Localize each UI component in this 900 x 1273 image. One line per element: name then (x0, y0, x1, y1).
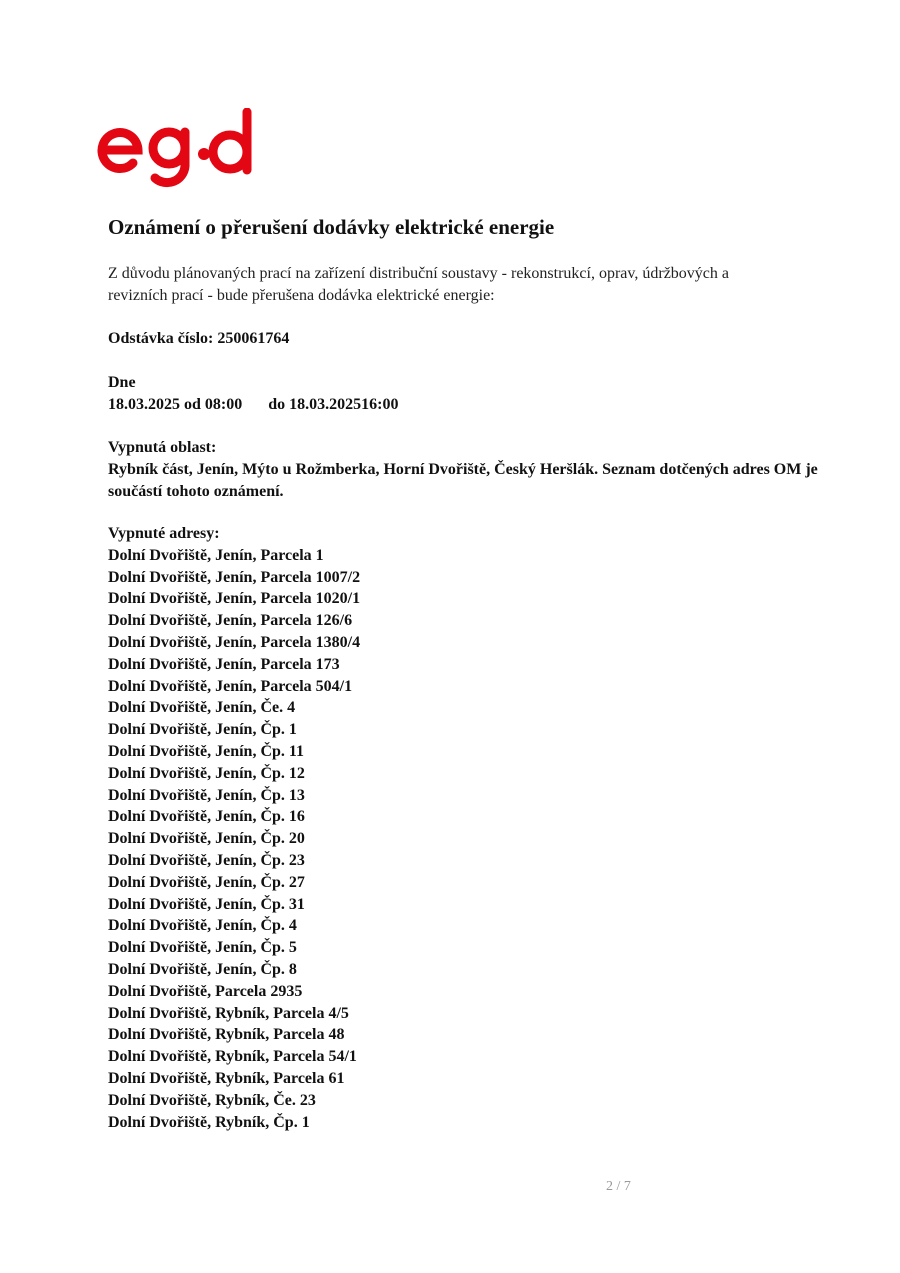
addresses-block (108, 523, 360, 1133)
address-item: Dolní Dvořiště, Jenín, Parcela 1020/1 (108, 590, 361, 608)
address-item: Dolní Dvořiště, Jenín, Če. 4 (108, 699, 296, 717)
address-item: Dolní Dvořiště, Jenín, Čp. 16 (108, 808, 305, 826)
page-title: Oznámení o přerušení dodávky elektrické energie (108, 215, 555, 239)
address-item: Dolní Dvořiště, Jenín, Parcela 126/6 (108, 612, 353, 630)
affected-area-block (108, 437, 868, 503)
address-item: Dolní Dvořiště, Jenín, Čp. 27 (108, 873, 305, 891)
address-item: Dolní Dvořiště, Jenín, Čp. 12 (108, 764, 305, 782)
page-indicator: 2 / 7 (606, 1179, 631, 1194)
address-item: Dolní Dvořiště, Jenín, Parcela 1007/2 (108, 568, 361, 586)
intro-paragraph: Z důvodu plánovaných prací na zařízení distribuční soustavy - rekonstrukcí, oprav, údržbových a revizních prací - bude přerušena dodávka elektrické energie: (108, 265, 729, 304)
address-item: Dolní Dvořiště, Jenín, Čp. 20 (108, 830, 305, 848)
date-from: 18.03.2025 od 08:00 (108, 396, 243, 413)
date-range (108, 394, 398, 416)
address-item: Dolní Dvořiště, Rybník, Čp. 1 (108, 1113, 310, 1131)
address-item: Dolní Dvořiště, Rybník, Parcela 48 (108, 1026, 345, 1044)
address-item: Dolní Dvořiště, Jenín, Čp. 31 (108, 895, 305, 913)
address-item: Dolní Dvořiště, Jenín, Čp. 1 (108, 721, 297, 739)
outage-date-block (108, 372, 398, 416)
area-label: Vypnutá oblast: (108, 439, 217, 456)
address-item: Dolní Dvořiště, Jenín, Parcela 1380/4 (108, 633, 361, 651)
address-item: Dolní Dvořiště, Jenín, Čp. 4 (108, 917, 297, 935)
address-item: Dolní Dvořiště, Jenín, Čp. 5 (108, 939, 297, 957)
address-item: Dolní Dvořiště, Jenín, Čp. 11 (108, 742, 305, 760)
address-item: Dolní Dvořiště, Parcela 2935 (108, 982, 303, 1000)
date-label: Dne (108, 374, 136, 391)
address-item: Dolní Dvořiště, Jenín, Čp. 23 (108, 851, 305, 869)
date-to: do 18.03.202516:00 (268, 396, 399, 413)
area-text: Rybník část, Jenín, Mýto u Rožmberka, Horní Dvořiště, Český Heršlák. Seznam dotčených adres OM je součástí tohoto oznámení. (108, 461, 818, 500)
address-item: Dolní Dvořiště, Jenín, Parcela 173 (108, 655, 340, 673)
address-item: Dolní Dvořiště, Rybník, Parcela 54/1 (108, 1048, 357, 1066)
address-item: Dolní Dvořiště, Rybník, Parcela 4/5 (108, 1004, 349, 1022)
outage-number: Odstávka číslo: 250061764 (108, 330, 290, 347)
addresses-label: Vypnuté adresy: (108, 525, 220, 542)
egd-logo-icon (97, 108, 262, 188)
address-item: Dolní Dvořiště, Jenín, Čp. 8 (108, 960, 297, 978)
address-item: Dolní Dvořiště, Jenín, Čp. 13 (108, 786, 305, 804)
address-item: Dolní Dvořiště, Rybník, Če. 23 (108, 1091, 316, 1109)
address-item: Dolní Dvořiště, Jenín, Parcela 1 (108, 546, 324, 564)
address-item: Dolní Dvořiště, Jenín, Parcela 504/1 (108, 677, 353, 695)
address-item: Dolní Dvořiště, Rybník, Parcela 61 (108, 1069, 345, 1087)
address-list (108, 545, 360, 1134)
